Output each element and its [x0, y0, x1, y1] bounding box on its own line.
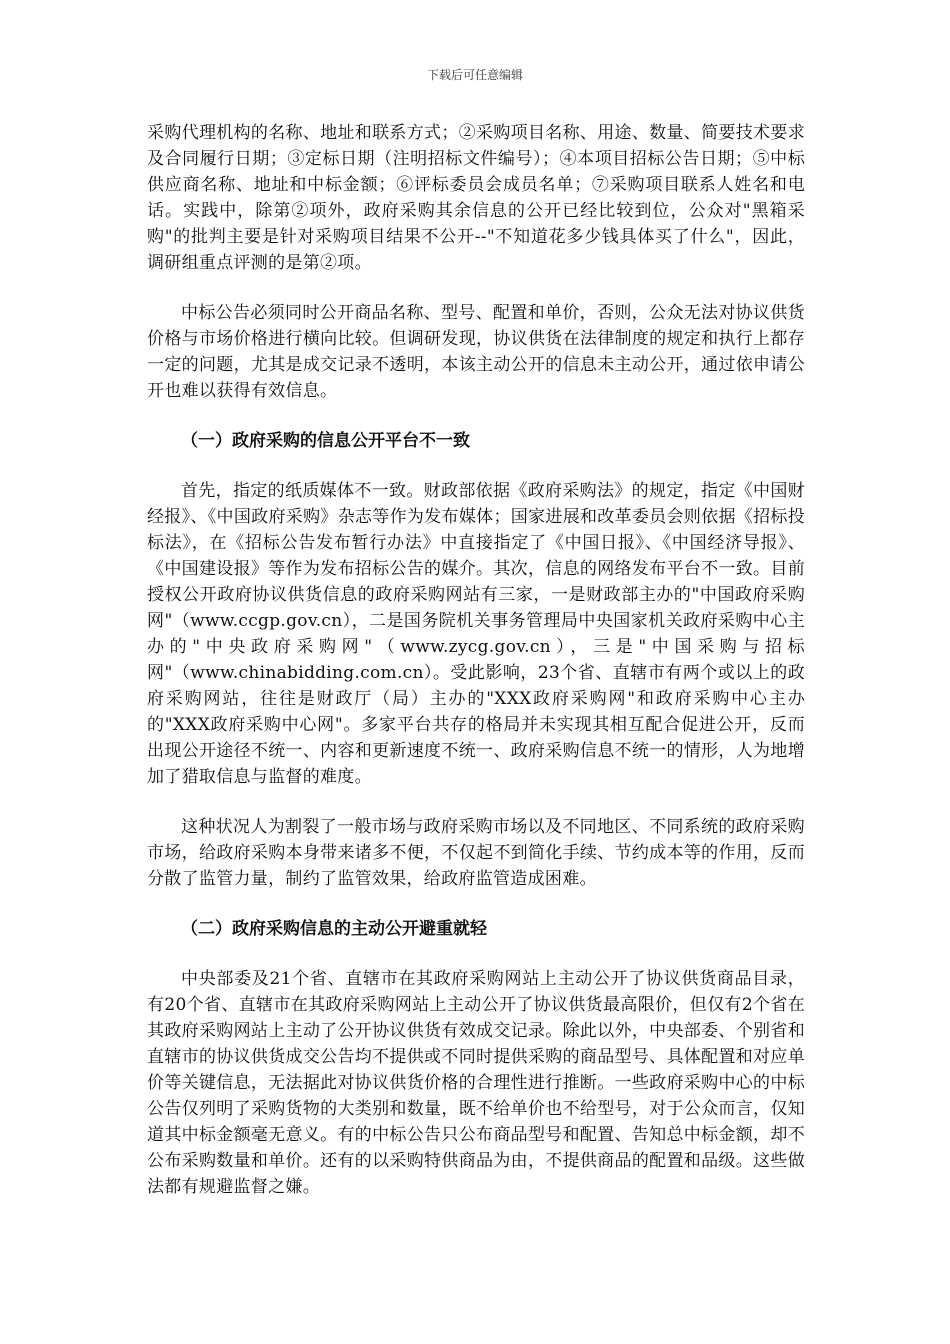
- paragraph-2: 中标公告必须同时公开商品名称、型号、配置和单价，否则，公众无法对协议供货价格与市场价格进行横向比较。但调研发现，协议供货在法律制度的规定和执行上都存一定的问题，尤其是成交记录不透明，本该主动公开的信息未主动公开，通过依申请公开也难以获得有效信息。: [147, 303, 805, 401]
- paragraph-4: 这种状况人为割裂了一般市场与政府采购市场以及不同地区、不同系统的政府采购市场，给政府采购本身带来诸多不便，不仅起不到简化手续、节约成本等的作用，反而分散了监管力量，制约了监管效果，给政府监管造成困难。: [147, 817, 805, 889]
- section-heading-1: （一）政府采购的信息公开平台不一致: [181, 431, 470, 451]
- paragraph-1: 采购代理机构的名称、地址和联系方式；②采购项目名称、用途、数量、简要技术要求及合同履行日期；③定标日期（注明招标文件编号）；④本项目招标公告日期；⑤中标供应商名称、地址和中标金额；⑥评标委员会成员名单；⑦采购项目联系人姓名和电话。实践中，除第②项外，政府采购其余信息的公开已经比较到位，公众对"黑箱采购"的批判主要是针对采购项目结果不公开--"不知道花多少钱具体买了什么"，因此，调研组重点评测的是第②项。: [147, 123, 805, 273]
- section-heading-2: （二）政府采购信息的主动公开避重就轻: [181, 919, 487, 939]
- document-body: [147, 120, 805, 1224]
- page-header-note: 下载后可任意编辑: [426, 68, 523, 82]
- paragraph-5: 中央部委及21个省、直辖市在其政府采购网站上主动公开了协议供货商品目录，有20个省、直辖市在其政府采购网站上主动公开了协议供货最高限价，但仅有2个省在其政府采购网站上主动了公开协议供货有效成交记录。除此以外，中央部委、个别省和直辖市的协议供货成交公告均不提供或不同时提供采购的商品型号、具体配置和对应单价等关键信息，无法据此对协议供货价格的合理性进行推断。一些政府采购中心的中标公告仅列明了采购货物的大类别和数量，既不给单价也不给型号，对于公众而言，仅知道其中标金额毫无意义。有的中标公告只公布商品型号和配置、告知总中标金额，却不公布采购数量和单价。还有的以采购特供商品为由，不提供商品的配置和品级。这些做法都有规避监督之嫌。: [147, 969, 805, 1197]
- paragraph-3: 首先，指定的纸质媒体不一致。财政部依据《政府采购法》的规定，指定《中国财经报》、《中国政府采购》杂志等作为发布媒体；国家进展和改革委员会则依据《招标投标法》，在《招标公告发布暂行办法》中直接指定了《中国日报》、《中国经济导报》、《中国建设报》等作为发布招标公告的媒介。其次，信息的网络发布平台不一致。目前授权公开政府协议供货信息的政府采购网站有三家，一是财政部主办的"中国政府采购网"（www.ccgp.gov.cn），二是国务院机关事务管理局中央国家机关政府采购中心主办的"中央政府采购网"（www.zycg.gov.cn），三是"中国采购与招标网"（www.chinabidding.com.cn）。受此影响，23个省、直辖市有两个或以上的政府采购网站，往往是财政厅（局）主办的"XXX政府采购网"和政府采购中心主办的"XXX政府采购中心网"。多家平台共存的格局并未实现其相互配合促进公开，反而出现公开途径不统一、内容和更新速度不统一、政府采购信息不统一的情形，人为地增加了猎取信息与监督的难度。: [147, 481, 805, 787]
